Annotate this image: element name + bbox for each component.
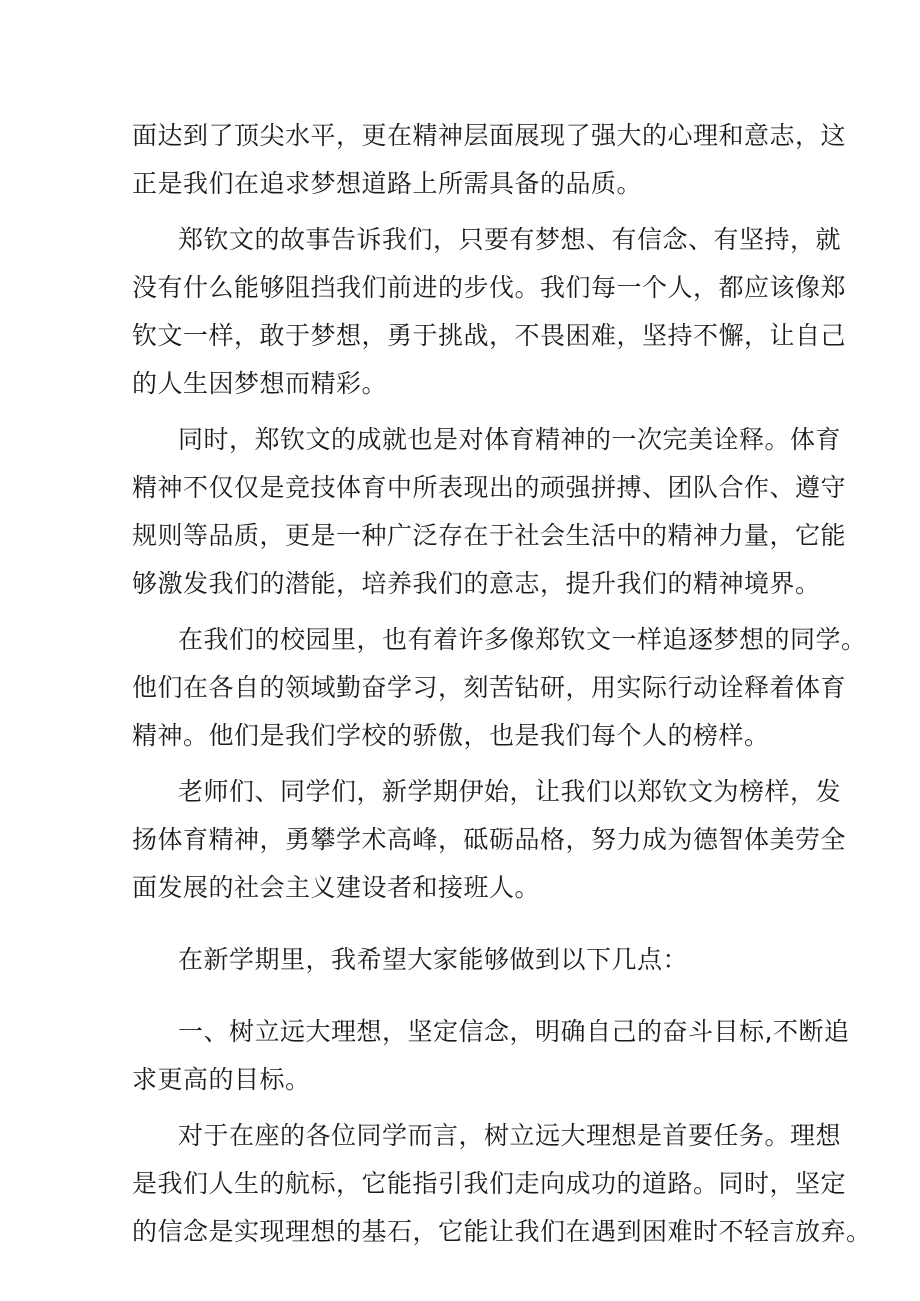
text-line: 没有什么能够阻挡我们前进的步伐。我们每一个人，都应该像郑 <box>132 273 847 302</box>
text-line: 老师们、同学们，新学期伊始，让我们以郑钦文为榜样，发 <box>178 777 842 806</box>
text-line: 精神不仅仅是竞技体育中所表现出的顽强拼搏、团队合作、遵守 <box>132 473 847 502</box>
text-line: 规则等品质，更是一种广泛存在于社会生活中的精神力量，它能 <box>132 521 847 550</box>
paragraph <box>132 768 847 912</box>
text-line: 扬体育精神，勇攀学术高峰，砥砺品格，努力成为德智体美劳全 <box>132 825 847 854</box>
paragraph <box>132 416 847 608</box>
paragraph <box>132 1112 872 1256</box>
text-line: 钦文一样，敢于梦想，勇于挑战，不畏困难，坚持不懈，让自己 <box>132 321 847 350</box>
text-line: 求更高的目标。 <box>132 1065 311 1094</box>
document-body <box>132 112 872 1256</box>
text-line: 同时，郑钦文的成就也是对体育精神的一次完美诠释。体育 <box>178 425 842 454</box>
paragraph <box>132 1008 850 1104</box>
paragraph <box>132 616 867 760</box>
text-line: 的人生因梦想而精彩。 <box>132 369 388 398</box>
paragraph <box>132 112 847 208</box>
text-line: 在新学期里，我希望大家能够做到以下几点： <box>178 945 689 974</box>
text-line: 够激发我们的潜能，培养我们的意志，提升我们的精神境界。 <box>132 569 821 598</box>
text-line: 一、树立远大理想，坚定信念，明确自己的奋斗目标,不断追 <box>178 1017 850 1046</box>
text-line: 面发展的社会主义建设者和接班人。 <box>132 873 541 902</box>
text-line: 的信念是实现理想的基石，它能让我们在遇到困难时不轻言放弃。 <box>132 1217 872 1246</box>
paragraph <box>132 936 792 984</box>
text-line: 对于在座的各位同学而言，树立远大理想是首要任务。理想 <box>178 1121 842 1150</box>
text-line: 正是我们在追求梦想道路上所需具备的品质。 <box>132 169 643 198</box>
text-line: 精神。他们是我们学校的骄傲，也是我们每个人的榜样。 <box>132 721 770 750</box>
text-line: 是我们人生的航标，它能指引我们走向成功的道路。同时，坚定 <box>132 1169 847 1198</box>
text-line: 郑钦文的故事告诉我们，只要有梦想、有信念、有坚持，就 <box>178 225 842 254</box>
text-line: 他们在各自的领域勤奋学习，刻苦钻研，用实际行动诠释着体育 <box>132 673 847 702</box>
paragraph <box>132 216 847 408</box>
text-line: 在我们的校园里，也有着许多像郑钦文一样追逐梦想的同学。 <box>178 625 867 654</box>
text-line: 面达到了顶尖水平，更在精神层面展现了强大的心理和意志，这 <box>132 121 847 150</box>
